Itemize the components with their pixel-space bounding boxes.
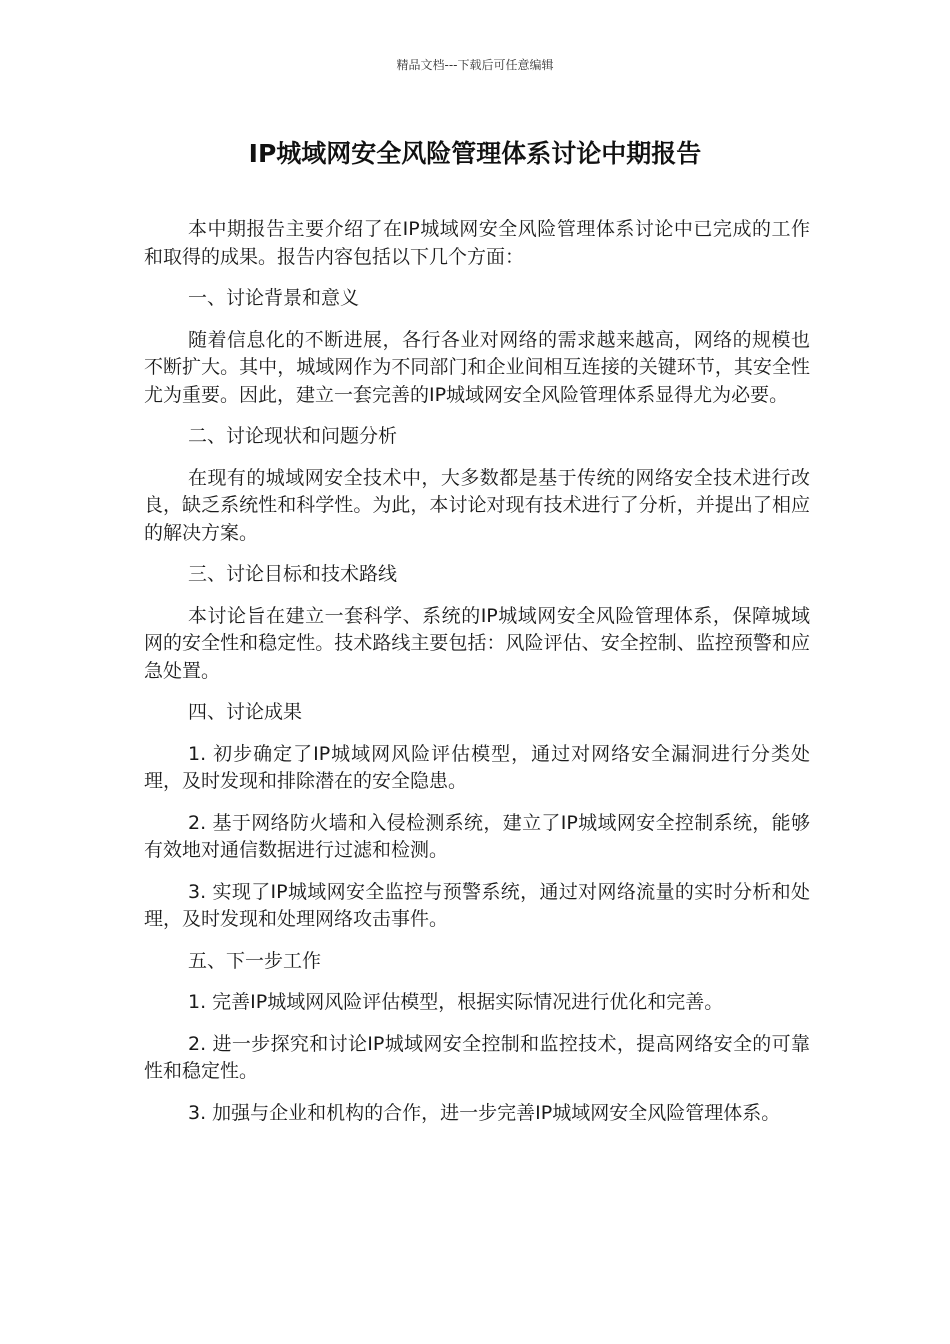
page-header: 精品文档---下载后可任意编辑: [396, 58, 554, 72]
list-item: 1. 初步确定了IP城域网风险评估模型，通过对网络安全漏洞进行分类处理，及时发现和排除潜在的安全隐患。: [144, 742, 810, 792]
document-body: [144, 216, 810, 1141]
list-item: 3. 实现了IP城域网安全监控与预警系统，通过对网络流量的实时分析和处理，及时发现和处理网络攻击事件。: [144, 880, 810, 930]
body-paragraph: 本讨论旨在建立一套科学、系统的IP城域网安全风险管理体系，保障城域网的安全性和稳定性。技术路线主要包括：风险评估、安全控制、监控预警和应急处置。: [144, 604, 810, 682]
body-paragraph: 在现有的城域网安全技术中，大多数都是基于传统的网络安全技术进行改良，缺乏系统性和科学性。为此，本讨论对现有技术进行了分析，并提出了相应的解决方案。: [144, 466, 810, 544]
document-title: IP城域网安全风险管理体系讨论中期报告: [248, 139, 702, 168]
body-paragraph: 随着信息化的不断进展，各行各业对网络的需求越来越高，网络的规模也不断扩大。其中，城域网作为不同部门和企业间相互连接的关键环节，其安全性尤为重要。因此，建立一套完善的IP城域网安全风险管理体系显得尤为必要。: [144, 328, 810, 406]
section-heading: 五、下一步工作: [188, 949, 322, 972]
list-item: 2. 基于网络防火墙和入侵检测系统，建立了IP城域网安全控制系统，能够有效地对通信数据进行过滤和检测。: [144, 811, 810, 861]
section-heading: 二、讨论现状和问题分析: [188, 425, 398, 447]
section-heading: 四、讨论成果: [188, 701, 303, 723]
list-item: 1. 完善IP城域网风险评估模型，根据实际情况进行优化和完善。: [188, 991, 724, 1013]
list-item: 3. 加强与企业和机构的合作，进一步完善IP城域网安全风险管理体系。: [188, 1101, 781, 1124]
list-item: 2. 进一步探究和讨论IP城域网安全控制和监控技术，提高网络安全的可靠性和稳定性。: [144, 1032, 810, 1082]
intro-paragraph: 本中期报告主要介绍了在IP城域网安全风险管理体系讨论中已完成的工作和取得的成果。报告内容包括以下几个方面：: [144, 218, 810, 268]
section-heading: 一、讨论背景和意义: [188, 287, 360, 309]
section-heading: 三、讨论目标和技术路线: [188, 563, 398, 585]
